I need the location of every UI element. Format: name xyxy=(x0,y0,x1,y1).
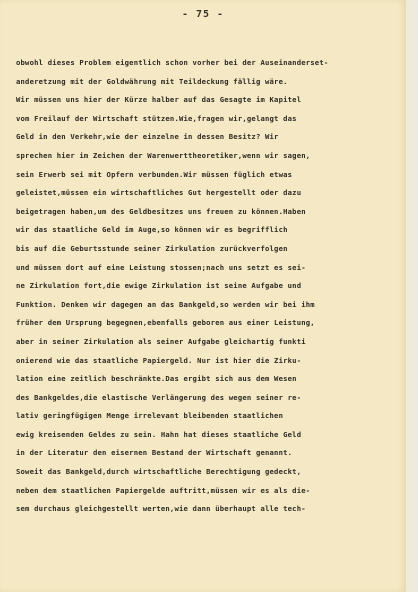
text-line: lation eine zeitlich beschränkte.Das ergibt sich aus dem Wesen xyxy=(16,374,297,384)
text-line: Soweit das Bankgeld,durch wirtschaftliche Berechtigung gedeckt, xyxy=(16,467,302,477)
text-line: bis auf die Geburtsstunde seiner Zirkulation zurückverfolgen xyxy=(16,243,288,253)
text-line: sein Erwerb sei mit Opfern verbunden.Wir müssen füglich etwas xyxy=(16,169,293,179)
body-text xyxy=(16,54,404,519)
text-line: aber in seiner Zirkulation als seiner Aufgabe gleichartig funkti xyxy=(16,336,306,346)
text-line: ne Zirkulation fort,die ewige Zirkulation ist seine Aufgabe und xyxy=(16,281,302,291)
text-line: sprechen hier im Zeichen der Warenwerttheoretiker,wenn wir sagen, xyxy=(16,150,311,160)
text-line: wir das staatliche Geld im Auge,so können wir es begrifflich xyxy=(16,225,288,235)
text-line: des Bankgeldes,die elastische Verlängerung des wegen seiner re- xyxy=(16,392,302,402)
text-line: in der Literatur den eisernen Bestand der Wirtschaft genannt. xyxy=(16,448,293,458)
text-line: früher dem Ursprung begegnen,ebenfalls geboren aus einer Leistung, xyxy=(16,318,315,328)
text-line: sem durchaus gleichgestellt werten,wie dann überhaupt alle tech- xyxy=(16,504,306,514)
text-line: onierend wie das staatliche Papiergeld. Nur ist hier die Zirku- xyxy=(16,355,302,365)
text-line: Wir müssen uns hier der Kürze halber auf das Gesagte im Kapitel xyxy=(16,95,302,105)
text-line: anderetzung mit der Goldwährung mit Teildeckung fällig wäre. xyxy=(16,76,288,86)
text-line: vom Freilauf der Wirtschaft stützen.Wie,fragen wir,gelangt das xyxy=(16,113,297,123)
text-line: Geld in den Verkehr,wie der einzelne in dessen Besitz? Wir xyxy=(16,132,279,142)
text-line: Funktion. Denken wir dagegen an das Bankgeld,so werden wir bei ihm xyxy=(16,299,315,309)
page-edge xyxy=(406,0,418,592)
text-line: und müssen dort auf eine Leistung stossen;nach uns setzt es sei- xyxy=(16,262,306,272)
text-line: beigetragen haben,um des Geldbesitzes uns freuen zu können.Haben xyxy=(16,206,306,216)
text-line: ewig kreisenden Geldes zu sein. Hahn hat dieses staatliche Geld xyxy=(16,429,302,439)
page-number: - 75 - xyxy=(181,9,225,20)
text-line: neben dem staatlichen Papiergelde auftritt,müssen wir es als die- xyxy=(16,485,311,495)
text-line: lativ geringfügigen Menge irrelevant bleibenden staatlichen xyxy=(16,411,284,421)
text-line: geleistet,müssen ein wirtschaftliches Gut hergestellt oder dazu xyxy=(16,188,302,198)
text-line: obwohl dieses Problem eigentlich schon vorher bei der Auseinanderset- xyxy=(16,58,329,67)
